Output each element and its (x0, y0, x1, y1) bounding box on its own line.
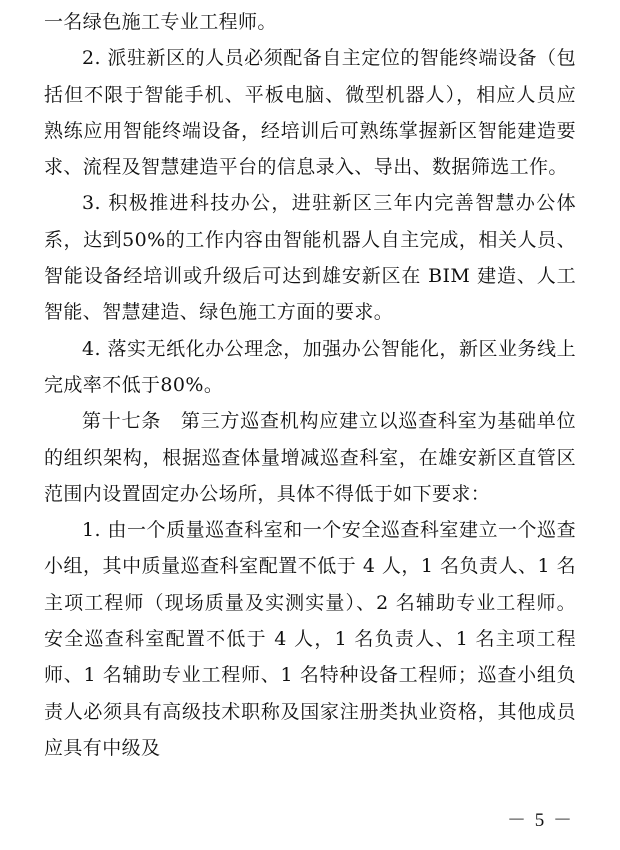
document-body (44, 4, 576, 766)
paragraph-article-17-item-1: 1. 由一个质量巡查科室和一个安全巡查科室建立一个巡查小组，其中质量巡查科室配置不低于 4 人，1 名负责人、1 名主项工程师（现场质量及实测实量）、2 名辅助专业工程师。安全巡查科室配置不低于 4 人，1 名负责人、1 名主项工程师、1 名辅助专业工程师、1 名特种设备工程师；巡查小组负责人必须具有高级技术职称及国家注册类执业资格，其他成员应具有中级及 (44, 519, 576, 759)
paragraph-article-17: 第十七条 第三方巡查机构应建立以巡查科室为基础单位的组织架构，根据巡查体量增减巡查科室，在雄安新区直管区范围内设置固定办公场所，具体不得低于如下要求： (44, 410, 576, 505)
paragraph-item-3: 3. 积极推进科技办公，进驻新区三年内完善智慧办公体系，达到50%的工作内容由智能机器人自主完成，相关人员、智能设备经培训或升级后可达到雄安新区在 BIM 建造、人工智能、智慧建造、绿色施工方面的要求。 (44, 192, 576, 324)
paragraph-continuation: 一名绿色施工专业工程师。 (44, 11, 277, 33)
paragraph-item-2: 2. 派驻新区的人员必须配备自主定位的智能终端设备（包括但不限于智能手机、平板电脑、微型机器人），相应人员应熟练应用智能终端设备，经培训后可熟练掌握新区智能建造要求、流程及智慧建造平台的信息录入、导出、数据筛选工作。 (44, 47, 576, 179)
paragraph-item-4: 4. 落实无纸化办公理念，加强办公智能化，新区业务线上完成率不低于80%。 (44, 337, 576, 396)
page-number: － 5 － (506, 810, 574, 831)
